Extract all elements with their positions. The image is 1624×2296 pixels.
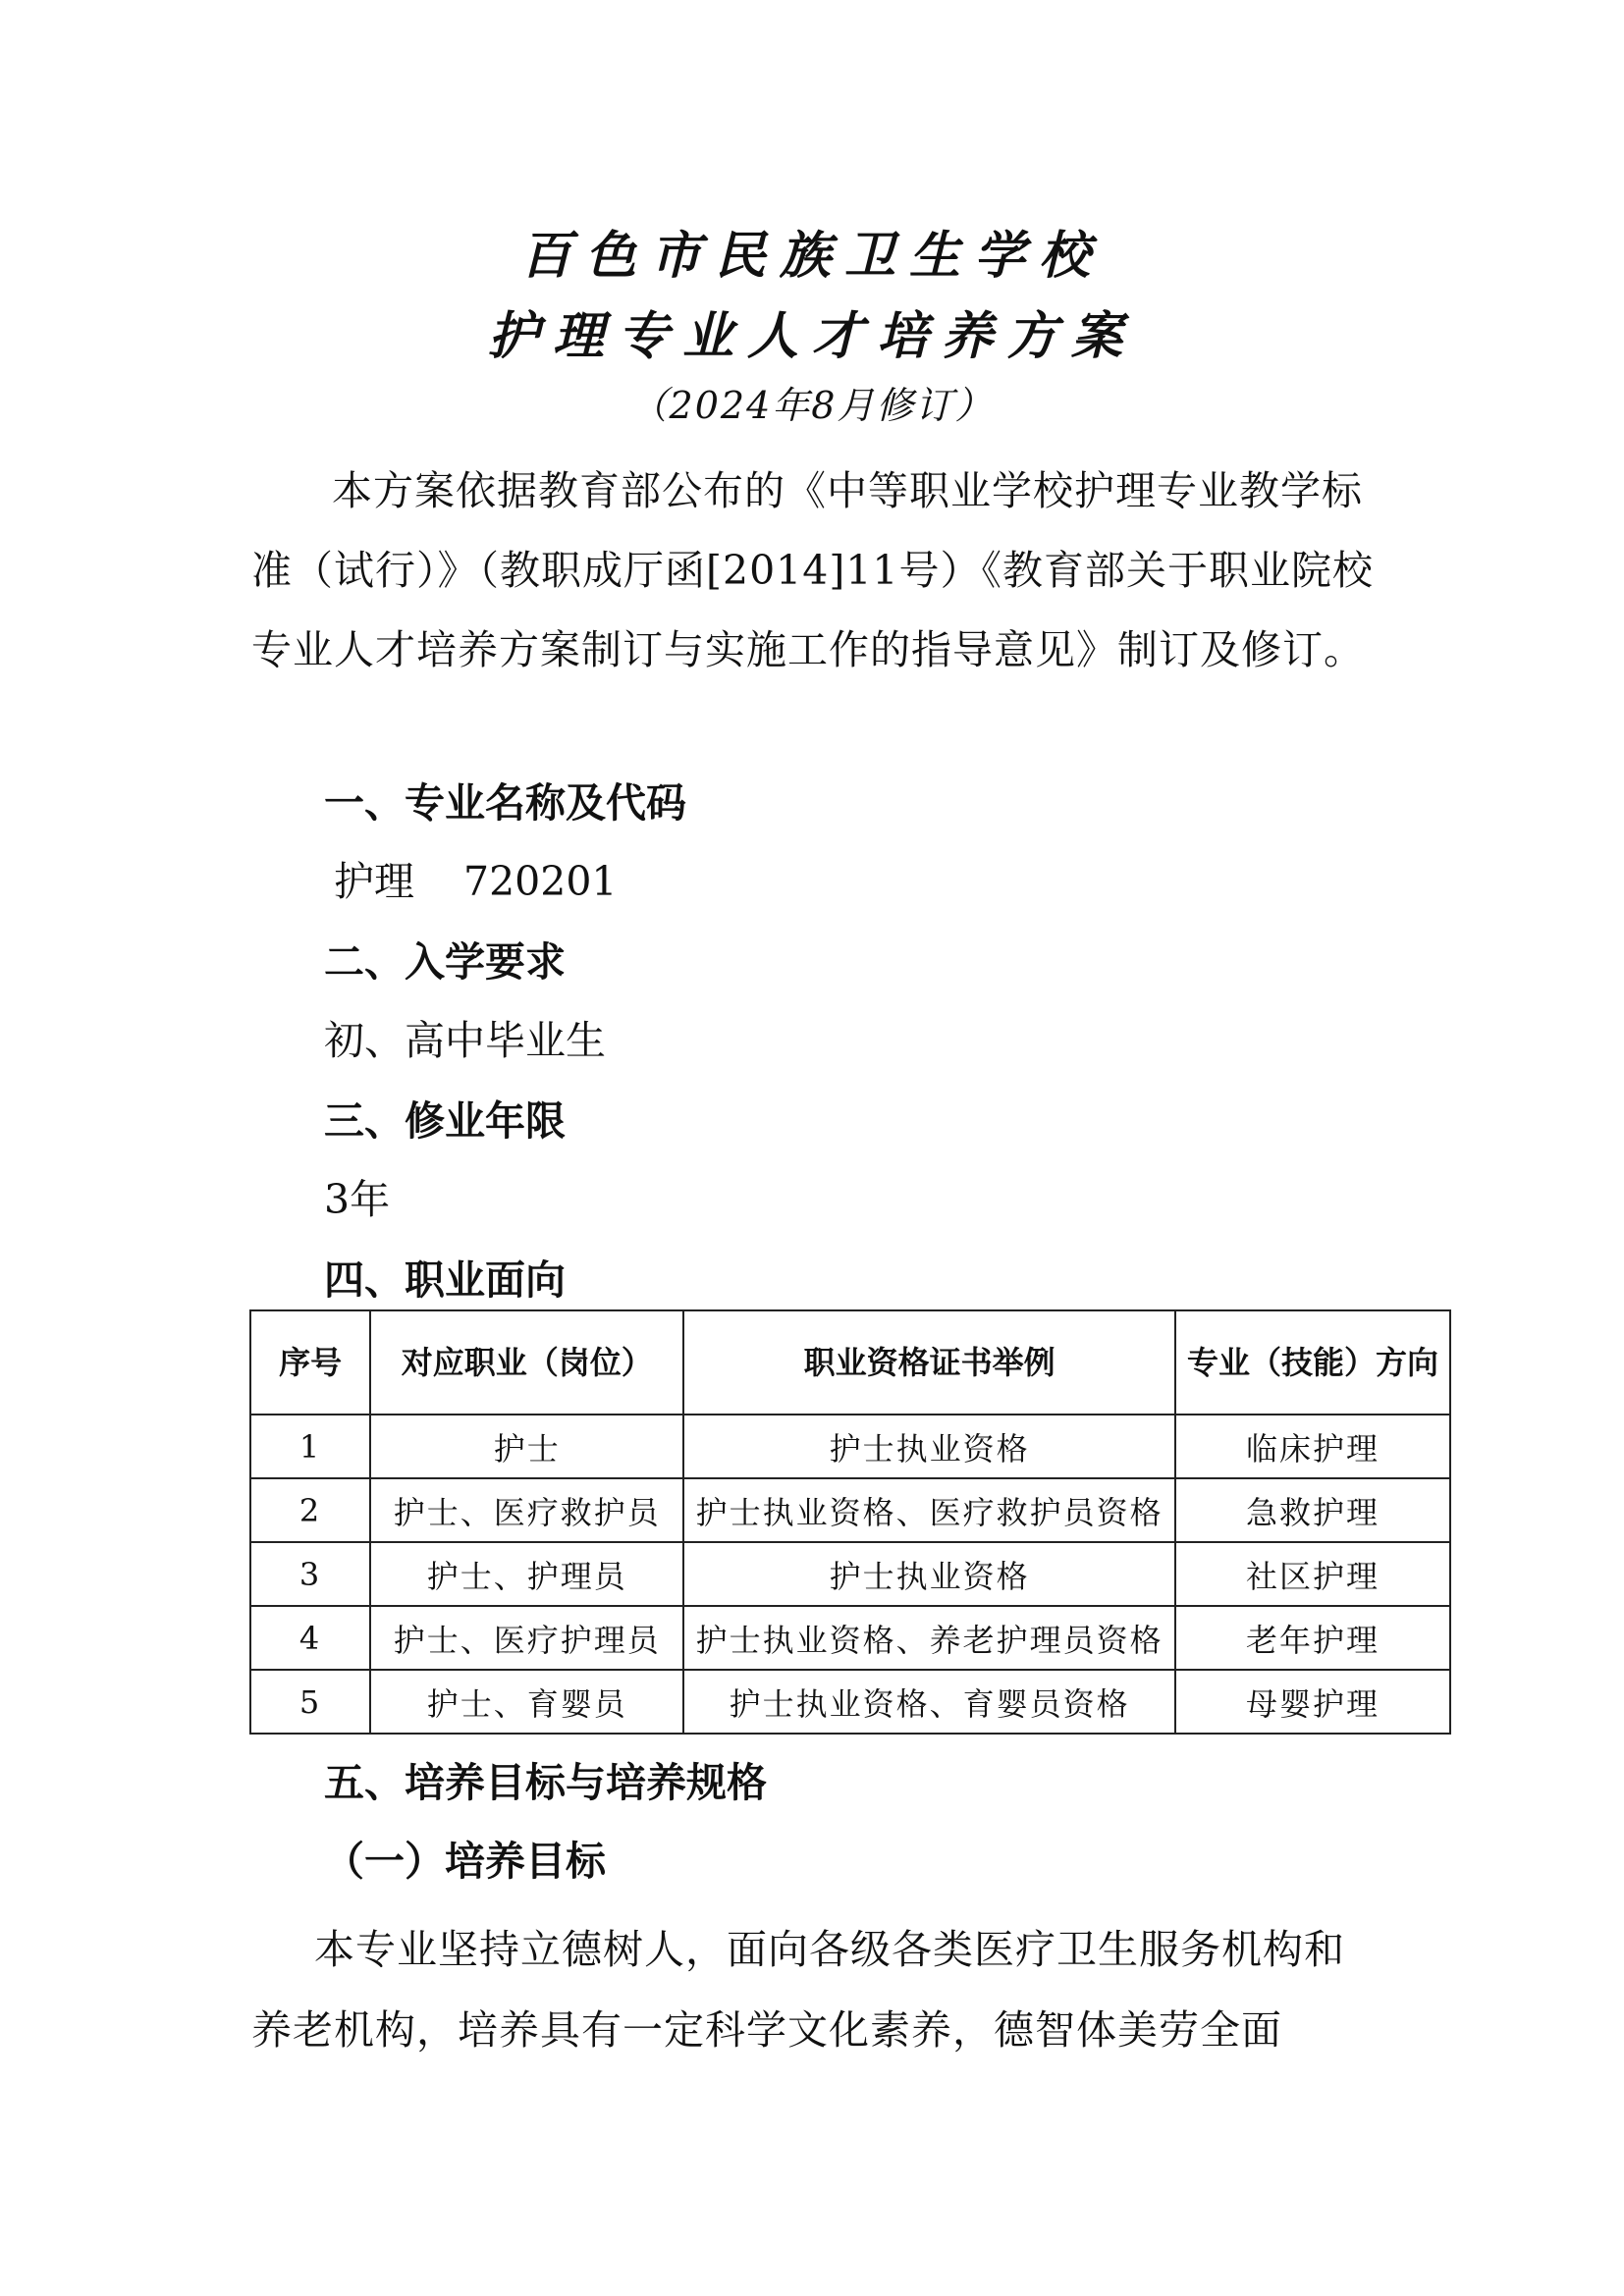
cell-serial: 5 (250, 1670, 370, 1734)
career-table (249, 1309, 1451, 1735)
cell-serial: 3 (250, 1542, 370, 1606)
table-row (250, 1478, 1450, 1542)
section-1-heading: 一、专业名称及代码 (324, 779, 686, 827)
intro-paragraph: 本方案依据教育部公布的《中等职业学校护理专业教学标准（试行）》（教职成厅函[2014]11号）《教育部关于职业院校专业人才培养方案制订与实施工作的指导意见》制订及修订。 (251, 467, 1375, 673)
header-serial: 序号 (250, 1310, 370, 1415)
table-row (250, 1542, 1450, 1606)
cell-direction: 老年护理 (1175, 1606, 1450, 1670)
study-duration: 3年 (324, 1176, 391, 1223)
table-row (250, 1670, 1450, 1734)
revision-note: （2024年8月修订） (629, 384, 995, 427)
cell-certificate: 护士执业资格 (683, 1415, 1175, 1478)
cell-direction: 急救护理 (1175, 1478, 1450, 1542)
cell-direction: 社区护理 (1175, 1542, 1450, 1606)
cell-occupation: 护士、医疗护理员 (370, 1606, 683, 1670)
section-5-heading: 五、培养目标与培养规格 (324, 1759, 767, 1806)
cell-occupation: 护士、护理员 (370, 1542, 683, 1606)
cell-serial: 2 (250, 1478, 370, 1542)
cell-occupation: 护士、育婴员 (370, 1670, 683, 1734)
major-name: 护理 (334, 858, 414, 905)
cell-certificate: 护士执业资格 (683, 1542, 1175, 1606)
cell-occupation: 护士 (370, 1415, 683, 1478)
section-4-heading: 四、职业面向 (324, 1256, 566, 1304)
cell-occupation: 护士、医疗救护员 (370, 1478, 683, 1542)
admission-requirement: 初、高中毕业生 (324, 1017, 606, 1064)
major-code: 720201 (463, 858, 618, 905)
school-title: 百色市民族卫生学校 (519, 226, 1104, 286)
header-occupation: 对应职业（岗位） (370, 1310, 683, 1415)
cell-certificate: 护士执业资格、养老护理员资格 (683, 1606, 1175, 1670)
cell-serial: 4 (250, 1606, 370, 1670)
goal-paragraph: 本专业坚持立德树人，面向各级各类医疗卫生服务机构和养老机构，培养具有一定科学文化素养，德智体美劳全面 (251, 1926, 1345, 2054)
table-row (250, 1415, 1450, 1478)
section-5-1-heading: （一）培养目标 (324, 1838, 606, 1885)
cell-direction: 母婴护理 (1175, 1670, 1450, 1734)
header-certificate: 职业资格证书举例 (683, 1310, 1175, 1415)
section-3-heading: 三、修业年限 (324, 1097, 566, 1145)
plan-title: 护理专业人才培养方案 (487, 306, 1136, 366)
header-direction: 专业（技能）方向 (1175, 1310, 1450, 1415)
table-header-row (250, 1310, 1450, 1415)
section-2-heading: 二、入学要求 (324, 938, 566, 986)
table-row (250, 1606, 1450, 1670)
cell-serial: 1 (250, 1415, 370, 1478)
cell-certificate: 护士执业资格、育婴员资格 (683, 1670, 1175, 1734)
cell-certificate: 护士执业资格、医疗救护员资格 (683, 1478, 1175, 1542)
cell-direction: 临床护理 (1175, 1415, 1450, 1478)
major-code-line (334, 852, 618, 911)
